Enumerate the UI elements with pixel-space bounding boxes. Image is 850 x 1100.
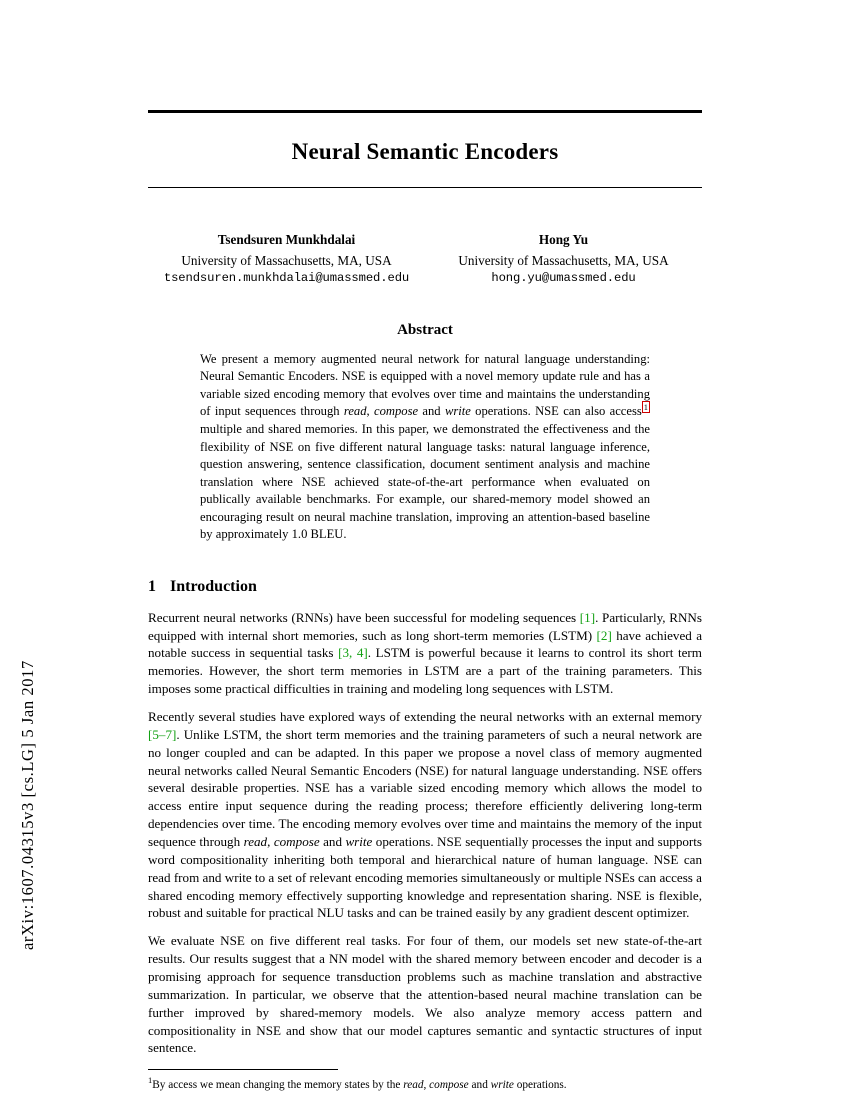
footnote-link-1[interactable]: 1: [643, 402, 649, 413]
footnote-italic-write: write: [490, 1079, 514, 1092]
footnote-marker: 1: [148, 1075, 153, 1086]
citation-link-2[interactable]: [2]: [596, 627, 612, 643]
abstract-italic-read: read: [343, 404, 367, 419]
footnote-italic-read: read: [403, 1079, 424, 1092]
footnote-seg-c: and: [468, 1079, 491, 1092]
intro-p2-seg-d: and: [319, 833, 346, 849]
footnote-1: [148, 1075, 702, 1093]
abstract-seg-1: We present a memory augmented neural network for natural language understanding: Neural Semantic Encoders. NSE is equipped with a novel memory update rule and has a variable sized encoding memory that evolves over time and maintains the understanding of input sequences through: [200, 351, 650, 419]
author-affiliation: University of Massachusetts, MA, USA: [458, 253, 669, 269]
abstract-heading: Abstract: [397, 321, 453, 338]
intro-paragraph-2: [148, 708, 702, 922]
footnote-italic-compose: compose: [429, 1079, 469, 1092]
intro-p2-seg-c: ,: [267, 833, 274, 849]
intro-p1-seg-c: have achieved a notable success in sequential tasks: [148, 627, 703, 661]
citation-link-3[interactable]: [3, 4]: [338, 645, 368, 661]
author-email[interactable]: hong.yu@umassmed.edu: [491, 271, 636, 286]
author-name: Tsendsuren Munkhdalai: [217, 232, 356, 247]
section-heading-introduction: [148, 578, 702, 596]
author-email[interactable]: tsendsuren.munkhdalai@umassmed.edu: [163, 271, 410, 286]
abstract-seg-3: and: [418, 404, 445, 419]
author-name: Hong Yu: [538, 232, 589, 247]
intro-italic-read: read: [243, 833, 268, 849]
abstract-seg-4: operations. NSE can also access: [470, 404, 642, 419]
title-bottom-rule: [148, 187, 702, 188]
abstract-italic-compose: compose: [374, 404, 419, 419]
abstract-italic-write: write: [444, 404, 471, 419]
intro-p2-seg-b: . Unlike LSTM, the short term memories and the training parameters of such a neural network are no longer coupled and can be adapted. In this paper we propose a novel class of memory augmented neural networks called Neural Semantic Encoders (NSE) for natural language understanding. NSE offers several desirable properties. NSE has a variable sized encoding memory which allows the model to access entire input sequence during the reading process; therefore efficiently delivering long-term dependencies over time. The encoding memory evolves over time and maintains the memory of the input sequence through: [148, 726, 702, 849]
author-block-2: [425, 230, 702, 288]
section-number: 1: [148, 577, 156, 595]
footnote-seg-d: operations.: [513, 1079, 567, 1092]
page-title: Neural Semantic Encoders: [291, 139, 559, 164]
author-affiliation: University of Massachusetts, MA, USA: [181, 253, 392, 269]
intro-paragraph-3: We evaluate NSE on five different real tasks. For four of them, our models set new state-of-the-art results. Our results suggest that a NN model with the shared memory between encoder and decoder is a promising approach for sequence transduction problems such as machine translation and abstractive summarization. In particular, we observe that the attention-based neural machine translation can be further improved by shared-memory models. We also analyze memory access pattern and compositionality in NSE and show that our model captures semantic and syntactic structures of input sentence.: [148, 933, 702, 1056]
footnote-seg-b: ,: [423, 1079, 430, 1092]
arxiv-stamp: arXiv:1607.04315v3 [cs.LG] 5 Jan 2017: [18, 660, 37, 950]
title-top-rule: [148, 110, 702, 113]
section-title: Introduction: [170, 577, 257, 595]
intro-italic-write: write: [345, 833, 373, 849]
paper-page: [148, 0, 702, 1093]
intro-p1-seg-d: . LSTM is powerful because it learns to control its short term memories. However, the short term memories in LSTM are a part of the training parameters. This imposes some practical difficulties in training and modeling long sequences with LSTM.: [148, 645, 702, 697]
footnote-rule: [148, 1069, 338, 1070]
abstract-text: [200, 351, 650, 544]
intro-p1-seg-a: Recurrent neural networks (RNNs) have been successful for modeling sequences: [148, 609, 580, 625]
footnote-seg-a: By access we mean changing the memory states by the: [152, 1079, 404, 1092]
abstract-seg-5: multiple and shared memories. In this paper, we demonstrated the effectiveness and the flexibility of NSE on five different natural language tasks: natural language inference, question answering, sentence classification, document sentiment analysis and machine translation where NSE achieved state-of-the-art performance when evaluated on publically available benchmarks. For example, our shared-memory model showed an encouraging result on neural machine translation, improving an attention-based baseline by approximately 1.0 BLEU.: [200, 422, 650, 542]
intro-italic-compose: compose: [273, 833, 320, 849]
citation-link-1[interactable]: [1]: [579, 609, 596, 625]
abstract-seg-2: ,: [366, 404, 375, 419]
author-block-1: [148, 230, 425, 288]
author-list: [148, 230, 702, 288]
intro-paragraph-1: [148, 609, 702, 698]
intro-p2-seg-a: Recently several studies have explored ways of extending the neural networks with an external memory: [148, 708, 702, 724]
intro-p2-seg-e: operations. NSE sequentially processes the input and supports word compositionality inheriting both temporal and hierarchical nature of human language. NSE can read from and write to a set of relevant encoding memories simultaneously or multiple NSEs can access a shared encoding memory effectively supporting knowledge and representation sharing. NSE is flexible, robust and suitable for practical NLU tasks and can be trained easily by any gradient descent optimizer.: [148, 833, 703, 921]
citation-link-4[interactable]: [5–7]: [148, 726, 177, 742]
intro-p1-seg-b: . Particularly, RNNs equipped with internal short memories, such as long short-term memories (LSTM): [148, 609, 702, 643]
